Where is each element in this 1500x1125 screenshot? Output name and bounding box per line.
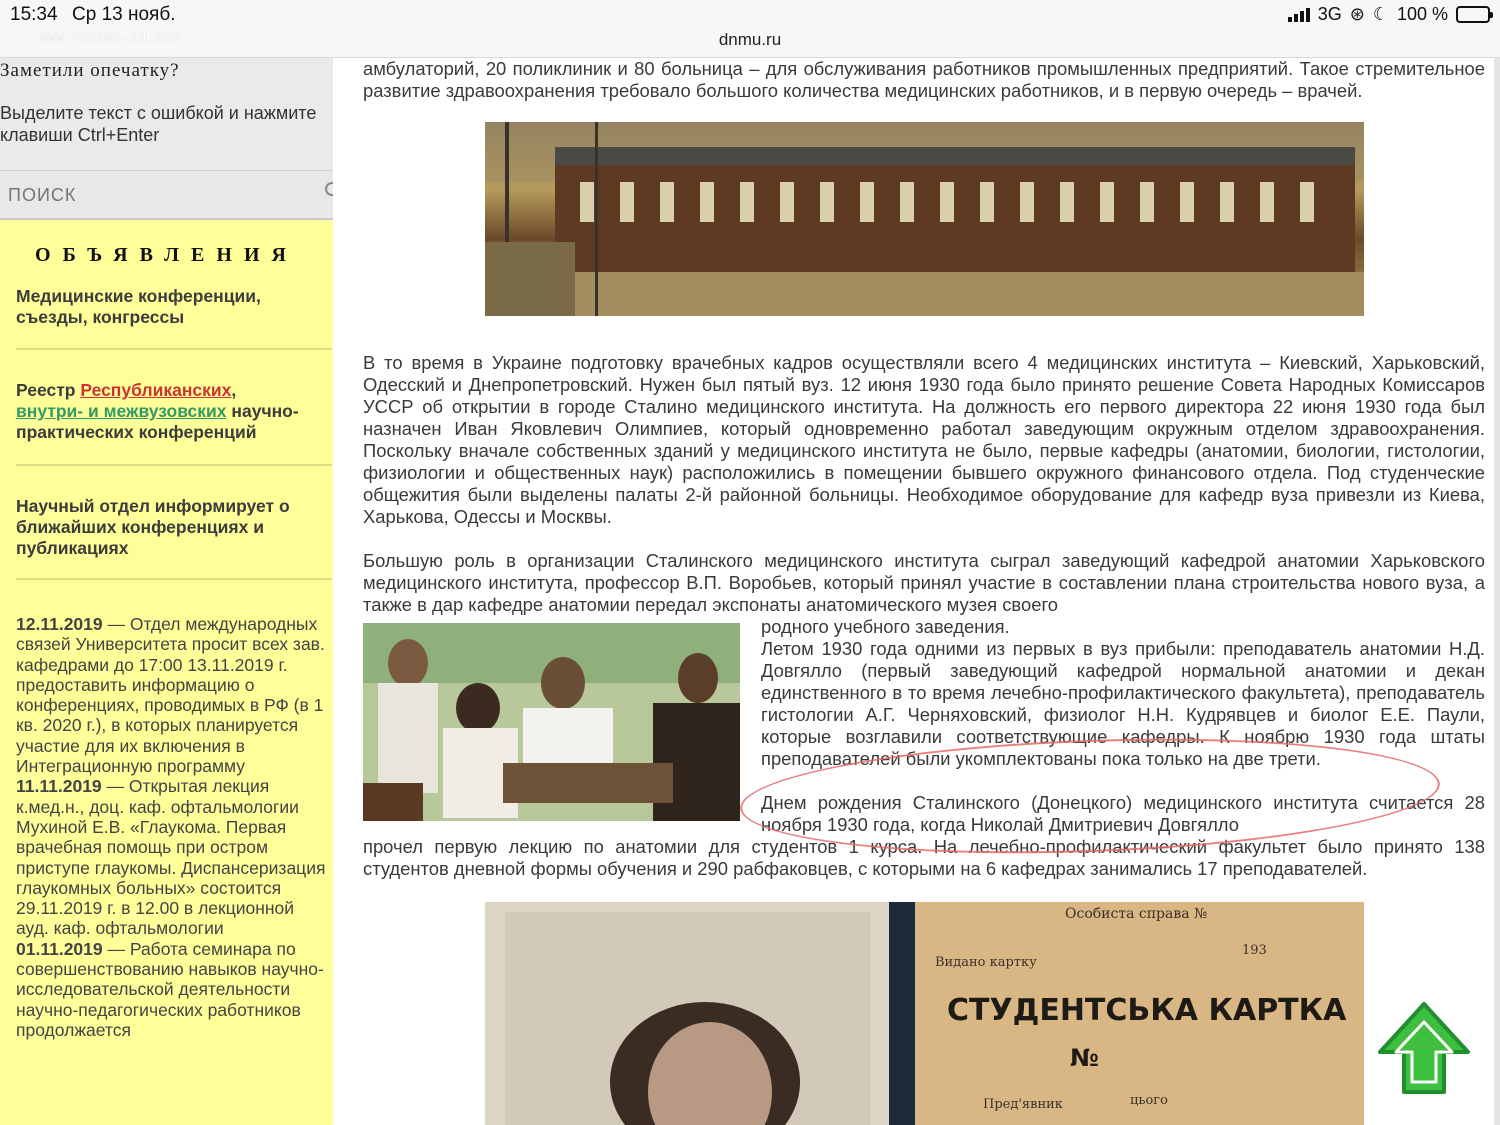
address-bar-url[interactable]: dnmu.ru	[718, 30, 782, 49]
date: Ср 13 нояб.	[72, 4, 176, 25]
scrollbar-track[interactable]	[1494, 58, 1500, 1125]
divider	[16, 578, 332, 580]
registry-prefix: Реестр	[16, 380, 81, 400]
watermark: WWW.FORUMS-SU.COM	[40, 31, 180, 45]
paragraph-vorobyov-tail: родного учебного заведения.	[761, 616, 1010, 637]
battery-percent: 100 %	[1396, 4, 1448, 24]
paragraph-intro: амбулаторий, 20 поликлиник и 80 больница – для обслуживания работников промышленных предприятий. Такое стремительное развитие здравоохранения требовало большого количества медицинских работников, и в первую очередь – врачей.	[363, 58, 1485, 101]
paragraph-first-teachers: Летом 1930 года одними из первых в вуз прибыли: преподаватель анатомии Н.Д. Довгялло (первый заведующий кафедрой нормальной анатомии и декан единственного в то время лечебно-профилактического факультета), преподаватель гистологии А.Г. Черняховский, физиолог Н.Н. Кудрявцев и биолог Е.Е. Паули, которые возглавили соответствующие кафедры. К ноябрю 1930 года штаты преподавателей были укомплектованы пока только на две трети.	[761, 638, 1485, 769]
network-type: 3G	[1317, 4, 1342, 24]
news-item	[16, 614, 330, 776]
search-box	[0, 170, 333, 220]
news-date: 01.11.2019	[16, 938, 103, 959]
moon-icon: ☾	[1372, 4, 1389, 24]
card-bearer: Пред'явник	[983, 1097, 1063, 1112]
paragraph-birthday: Днем рождения Сталинского (Донецкого) медицинского института считается 28 ноября 1930 года, когда Николай Дмитриевич Довгялло	[761, 792, 1485, 835]
news-text[interactable]: — Открытая лекция к.мед.н., доц. каф. офтальмологии Мухиной Е.В. «Глаукома. Первая врачебная помощь при остром приступе глаукомы. Диспансеризация глаукомных больных» состоится 29.11.2019 г. в 12.00 в лекционной ауд. каф. офтальмологии	[16, 776, 326, 939]
news-item	[16, 776, 330, 938]
status-indicators	[1288, 4, 1490, 25]
battery-icon	[1456, 6, 1490, 23]
historic-building-photo	[485, 122, 1364, 316]
card-year: 193	[1242, 943, 1267, 958]
ad-science-department[interactable]: Научный отдел информирует о ближайших конференциях и публикациях	[16, 496, 290, 558]
registry-suffix: научно-практических конференций	[16, 401, 299, 442]
professors-meeting-photo	[363, 623, 740, 821]
paragraph-first-lecture: прочел первую лекцию по анатомии для студентов 1 курса. На лечебно-профилактический факультет было принято 138 студентов дневной формы обучения и 290 рабфаковцев, с которыми на 6 кафедрах занимались 17 преподавателей.	[363, 836, 1485, 879]
ad-conference-registry	[16, 380, 328, 443]
registry-comma: ,	[231, 380, 237, 400]
news-item	[16, 939, 330, 1040]
typo-title: Заметили опечатку?	[0, 60, 180, 81]
student-card-photo	[485, 902, 1364, 1125]
scroll-to-top-button[interactable]	[1376, 1000, 1472, 1096]
card-header: Особиста справа №	[1065, 906, 1208, 922]
arrow-up-icon	[1376, 1000, 1472, 1096]
news-date: 11.11.2019	[16, 776, 102, 797]
signal-icon	[1288, 8, 1310, 22]
search-input[interactable]	[8, 185, 308, 206]
card-title: СТУДЕНТСЬКА КАРТКА	[947, 993, 1347, 1028]
news-text[interactable]: — Отдел международных связей Университета просит всех зав. кафедрами до 17:00 13.11.2019 г. предоставить информацию о конференциях, проводимых в РФ (в 1 кв. 2020 г.), в которых планируется участие для их включения в Интеграционную программу	[16, 614, 325, 777]
card-issued: Видано картку	[935, 955, 1037, 970]
rotation-lock-icon: ⊛	[1349, 4, 1365, 24]
link-republican[interactable]: Республиканских	[80, 380, 232, 400]
news-date: 12.11.2019	[16, 614, 103, 634]
typo-instructions: Выделите текст с ошибкой и нажмите клавиши Ctrl+Enter	[0, 103, 317, 145]
typo-report-box	[0, 58, 333, 170]
news-list	[16, 614, 330, 1040]
sidebar	[0, 58, 333, 1125]
search-icon[interactable]	[325, 182, 333, 196]
news-text[interactable]: — Работа семинара по совершенствованию навыков научно-исследовательской деятельности научно-педагогических работников продолжается	[16, 938, 324, 1040]
ad-medical-conferences[interactable]: Медицинские конференции, съезды, конгрессы	[16, 286, 261, 327]
paragraph-vorobyov: Большую роль в организации Сталинского медицинского института сыграл заведующий кафедрой анатомии Харьковского медицинского института, профессор В.П. Воробьев, который принял участие в составлении плана строительства нового вуза, а также в дар кафедре анатомии передал экспонаты анатомического музея своего	[363, 550, 1485, 615]
card-number: №	[1070, 1044, 1099, 1072]
announcements-title: ОБЪЯВЛЕНИЯ	[35, 244, 298, 266]
card-this: цього	[1130, 1093, 1168, 1108]
status-bar	[0, 0, 1500, 58]
clock: 15:34	[10, 4, 58, 25]
divider	[16, 464, 332, 466]
link-intra-university[interactable]: внутри- и межвузовских	[16, 401, 227, 421]
announcements-panel	[0, 220, 333, 1125]
divider	[16, 348, 332, 350]
article	[362, 58, 1486, 1125]
paragraph-institutes: В то время в Украине подготовку врачебных кадров осуществляли всего 4 медицинских института – Киевский, Харьковский, Одесский и Днепропетровский. Нужен был пятый вуз. 12 июня 1930 года было принято решение Совета Народных Комиссаров УССР об открытии в городе Сталино медицинского института. На должность его первого директора 22 июня 1930 года был назначен Иван Яковлевич Олимпиев, который одновременно работал заведующим окружным отделом здравоохранения. Поскольку вначале собственных зданий у медицинского института не было, первые кафедры (анатомии, биологии, гистологии, физиологии и общественных наук) расположились в помещении бывшего окружного финансового отдела. Под студенческие общежития были выделены палаты 2-й районной больницы. Необходимое оборудование для кафедр вуза привезли из Киева, Харькова, Одессы и Москвы.	[363, 352, 1485, 527]
